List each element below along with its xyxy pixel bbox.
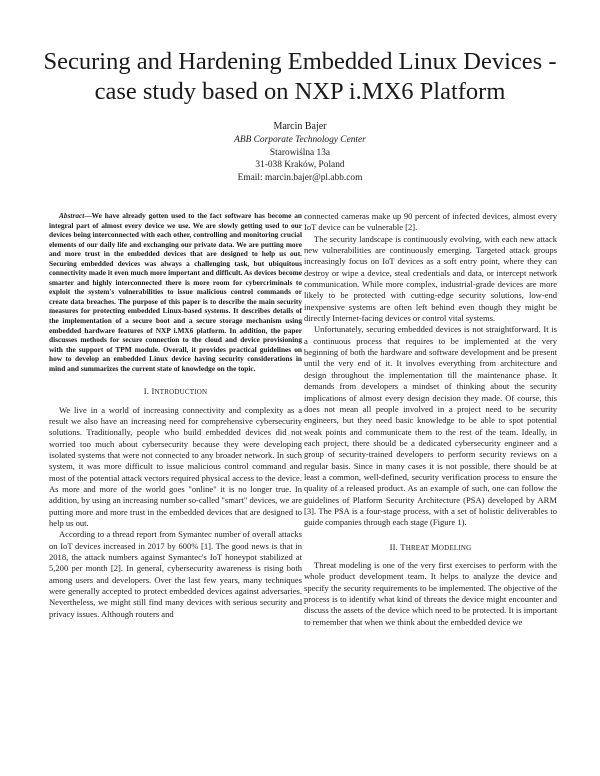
- abstract-label: Abstract: [59, 211, 85, 220]
- right-column: [304, 211, 557, 628]
- abstract: [49, 211, 302, 373]
- intro-paragraph: According to a thread report from Symantec number of overall attacks on IoT devices increased in 2017 by 600% [1]. The good news is that in 2018, the attack numbers against Symantec's IoT honeypot stabilized at 5,200 per month [2]. In general, cybersecurity awareness is rising both among users and developers. Over the last few years, many techniques were generally accepted to protect embedded devices against adversaries. Nevertheless, we might still find many devices with serious security and privacy issues. Although routers and: [49, 529, 302, 619]
- author-city: 31-038 Kraków, Poland: [255, 160, 345, 171]
- paper-title-line-1: Securing and Hardening Embedded Linux Devices -: [43, 48, 557, 75]
- intro-paragraph: We live in a world of increasing connectivity and complexity as a result we also have an increasing need for comprehensive cybersecurity solutions. Traditionally, people who build embedded devices did not worried too much about cybersecurity because they were developing isolated systems that were not connected to any broader network. In such system, it was more difficult to issue malicious control command and most of the potential attack vectors required physical access to the device. As more and more of the world goes "online" it is no longer true. In addition, by using an increasing number so-called "smart" devices, we are putting more and more trust in the embedded devices that are designed to help us out.: [49, 404, 302, 529]
- author-street: Starowiślna 13a: [269, 147, 331, 158]
- section-rest: ODELING: [438, 543, 472, 552]
- abstract-text: —We have already gotten used to the fact software has become an integral part of almost every device we use. We are slowly getting used to our devices being interconnected with each other, controlling and monitoring crucial elements of our daily life and exchanging our private data. We are putting more and more trust in the embedded devices that are designed to help us out. Securing embedded devices was always a challenging task, but ubiquitous connectivity made it even much more important and difficult. As devices become smarter and highly interconnected there is more room for cybercriminals to exploit the system's vulnerabilities to issue malicious control commands or create data breaches. The purpose of this paper is to describe the main security measures for protecting embedded Linux-based systems. It describes details of the implementation of a secure boot and a secure storage mechanism using embedded hardware features of NXP i.MX6 platform. In addition, the paper discusses methods for secure connection to the cloud and device provisioning with the support of TPM module. Overall, it provides practical guidelines on how to develop an embedded Linux device having security considerations in mind and summarizes the current state of knowledge on the topic.: [49, 211, 302, 373]
- author-email: Email: marcin.bajer@pl.abb.com: [237, 173, 363, 184]
- body-paragraph: The security landscape is continuously evolving, with each new attack new vulnerabilities are continuously emerging. Targeted attack groups increasingly focus on IoT devices as a soft entry point, where they can destroy or wipe a device, steal credentials and data, or intercept network communication. While more complex, industrial-grade devices are more likely to be protected with cutting-edge security solutions, low-end inexpensive systems are often left behind even though they might be directly Internet-facing devices or control vital systems.: [304, 233, 557, 324]
- section-numeral: I.: [143, 386, 152, 397]
- author-block: [150, 121, 450, 185]
- section-heading-introduction: [49, 386, 302, 398]
- threat-modeling-paragraph: Threat modeling is one of the very first exercises to perform with the whole product development team. It helps to analyze the device and specify the security requirements to be implemented. The objective of the process is to identify what kind of threats the device might encounter and discuss the assets of the device which need to be protected. It is important to remember that when we think about the embedded device we: [304, 559, 557, 627]
- section-cap: T: [400, 541, 406, 552]
- section-cap: I: [151, 386, 155, 397]
- body-paragraph: connected cameras make up 90 percent of infected devices, almost every IoT device can be vulnerable [2].: [304, 211, 557, 233]
- section-rest: NTRODUCTION: [154, 388, 208, 397]
- author-affiliation: ABB Corporate Technology Center: [234, 134, 366, 145]
- section-rest: HREAT: [405, 543, 432, 552]
- paper-title-line-2: case study based on NXP i.MX6 Platform: [94, 78, 506, 105]
- author-name: Marcin Bajer: [273, 121, 327, 132]
- paper-title: [30, 47, 570, 107]
- left-column: [49, 211, 302, 620]
- section-numeral: II.: [389, 541, 401, 552]
- body-paragraph: Unfortunately, securing embedded devices is not straightforward. It is a continuous process that requires to be implemented at the very beginning of both the hardware and software development and be present until the very end of it. It involves everything from architecture and design throughout the implementation till the maintenance phase. It demands from developers a mindset of thinking about the security implications of almost every design decision they made. Of course, this does not mean all people involved in a project need to be security engineers, but they need basic knowledge to be able to spot potential weak points and communicate them to the rest of the team. Ideally, in each project, there should be a dedicated cybersecurity engineer and a group of security-trained developers to perform security reviews on a regular basis. Since in many cases it is not possible, there should be at least a common, well-defined, security verification process to ensure the quality of a released product. As an example of such, one can follow the guidelines of Platform Security Architecture (PSA) developed by ARM [3]. The PSA is a four-stage process, with a set of holistic deliverables to guide companies through each stage (Figure 1).: [304, 324, 557, 528]
- section-cap: M: [431, 541, 439, 552]
- section-heading-threat-modeling: [304, 542, 557, 554]
